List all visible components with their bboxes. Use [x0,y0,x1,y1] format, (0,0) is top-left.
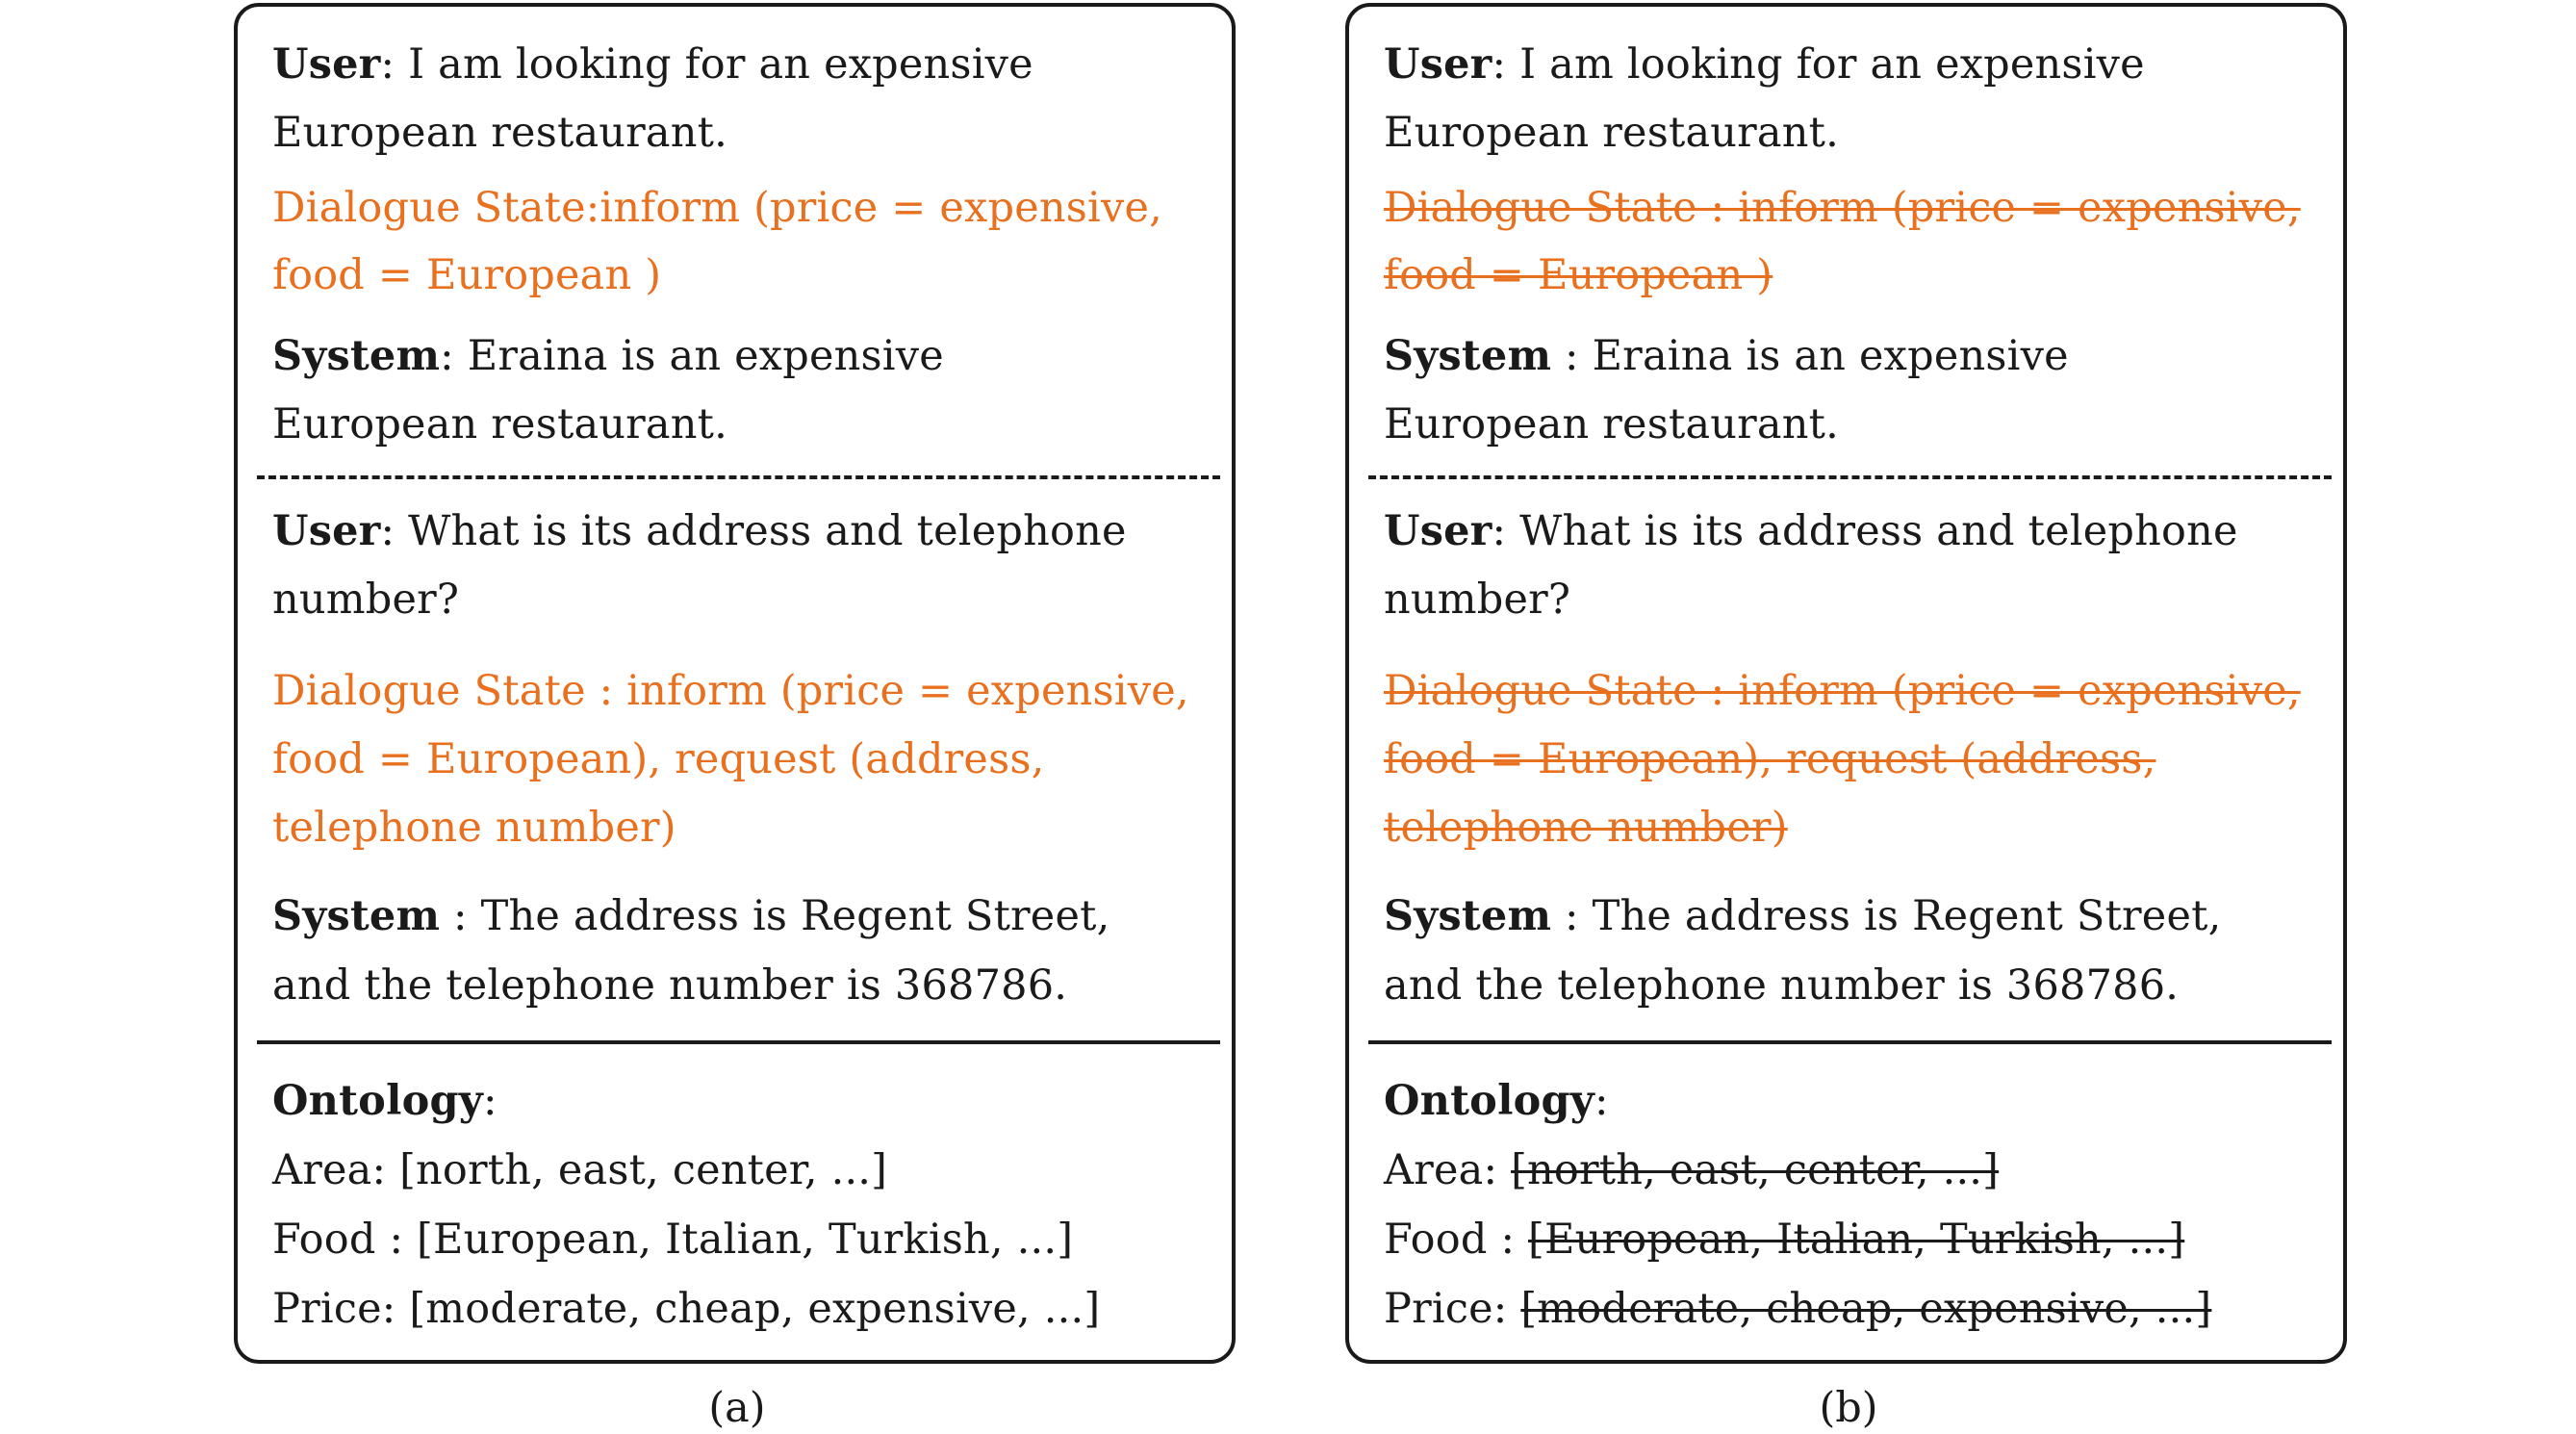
system-utterance-1-line-1 [272,332,944,380]
ontology-price-row [1384,1285,2211,1333]
ontology-food-row [1384,1216,2184,1264]
dialogue-state-2-line-2: food = European), request (address, [272,735,1045,783]
ontology-separator [1368,1040,2332,1044]
system-utterance-text: : Eraina is an expensive [1551,332,2069,380]
ontology-area-label: Area: [272,1146,400,1194]
system-speaker-label: System [1384,892,1552,940]
panel-b [1345,3,2347,1364]
user-utterance-text: : I am looking for an expensive [380,40,1033,89]
user-utterance-1-line-1 [272,40,1033,89]
system-utterance-text: : Eraina is an expensive [440,332,944,380]
dialogue-state-1-line-2-struck: food = European ) [1384,251,1773,299]
dialogue-state-2-line-1-struck: Dialogue State : inform (price = expensive, [1384,667,2301,715]
user-utterance-2-line-1 [1384,507,2238,555]
ontology-food-label: Food : [1384,1216,1529,1264]
user-utterance-2-line-2: number? [272,576,460,624]
user-speaker-label: User [1384,507,1492,555]
system-utterance-text: : The address is Regent Street, [1551,892,2222,940]
user-speaker-label: User [1384,40,1492,89]
dialogue-state-2-line-3-struck: telephone number) [1384,804,1788,852]
system-speaker-label: System [272,892,441,940]
ontology-price-label: Price: [272,1285,410,1333]
ontology-price-label: Price: [1384,1285,1521,1333]
user-speaker-label: User [272,40,381,89]
system-utterance-1-line-2: European restaurant. [272,400,728,448]
dialogue-state-2-line-2-struck: food = European), request (address, [1384,735,2156,783]
system-utterance-2-line-2: and the telephone number is 368786. [1384,961,2180,1010]
user-utterance-2-line-2: number? [1384,576,1571,624]
ontology-food-row [272,1216,1073,1264]
ontology-separator [257,1040,1220,1044]
ontology-price-row [272,1285,1100,1333]
system-speaker-label: System [1384,332,1552,380]
panel-a [234,3,1236,1364]
dialogue-state-2-line-1: Dialogue State : inform (price = expensive, [272,667,1189,715]
ontology-price-values-struck: [moderate, cheap, expensive, ...] [1520,1285,2212,1333]
system-utterance-text: : The address is Regent Street, [440,892,1110,940]
dialogue-state-1-line-1-struck: Dialogue State : inform (price = expensive, [1384,184,2301,232]
dialogue-state-1-line-2: food = European ) [272,251,662,299]
ontology-heading [1384,1077,1609,1125]
user-utterance-1-line-2: European restaurant. [272,109,728,157]
ontology-heading [272,1077,497,1125]
ontology-area-values-struck: [north, east, center, ...] [1511,1146,2000,1194]
ontology-area-label: Area: [1384,1146,1512,1194]
caption-a: (a) [708,1384,766,1432]
turn-separator-dashed [1368,475,2332,479]
user-utterance-text: : What is its address and telephone [380,507,1127,555]
ontology-food-values-struck: [European, Italian, Turkish, ...] [1528,1216,2185,1264]
ontology-heading-label: Ontology [1384,1077,1594,1125]
system-utterance-1-line-1 [1384,332,2069,380]
ontology-price-values: [moderate, cheap, expensive, ...] [409,1285,1101,1333]
dialogue-state-1-line-1: Dialogue State:inform (price = expensive, [272,184,1162,232]
ontology-area-row [1384,1146,1999,1194]
system-utterance-2-line-1 [1384,892,2221,940]
ontology-food-values: [European, Italian, Turkish, ...] [417,1216,1074,1264]
turn-separator-dashed [257,475,1220,479]
ontology-heading-label: Ontology [272,1077,483,1125]
system-utterance-2-line-2: and the telephone number is 368786. [272,961,1068,1010]
ontology-area-row [272,1146,887,1194]
system-speaker-label: System [272,332,441,380]
system-utterance-2-line-1 [272,892,1109,940]
dialogue-state-2-line-3: telephone number) [272,804,676,852]
user-utterance-2-line-1 [272,507,1127,555]
caption-b: (b) [1819,1384,1878,1432]
ontology-area-values: [north, east, center, ...] [399,1146,888,1194]
ontology-food-label: Food : [272,1216,418,1264]
system-utterance-1-line-2: European restaurant. [1384,400,1840,448]
user-utterance-text: : I am looking for an expensive [1492,40,2145,89]
ontology-heading-colon: : [1594,1077,1609,1125]
user-speaker-label: User [272,507,381,555]
ontology-heading-colon: : [482,1077,497,1125]
user-utterance-1-line-1 [1384,40,2145,89]
user-utterance-1-line-2: European restaurant. [1384,109,1840,157]
user-utterance-text: : What is its address and telephone [1492,507,2238,555]
